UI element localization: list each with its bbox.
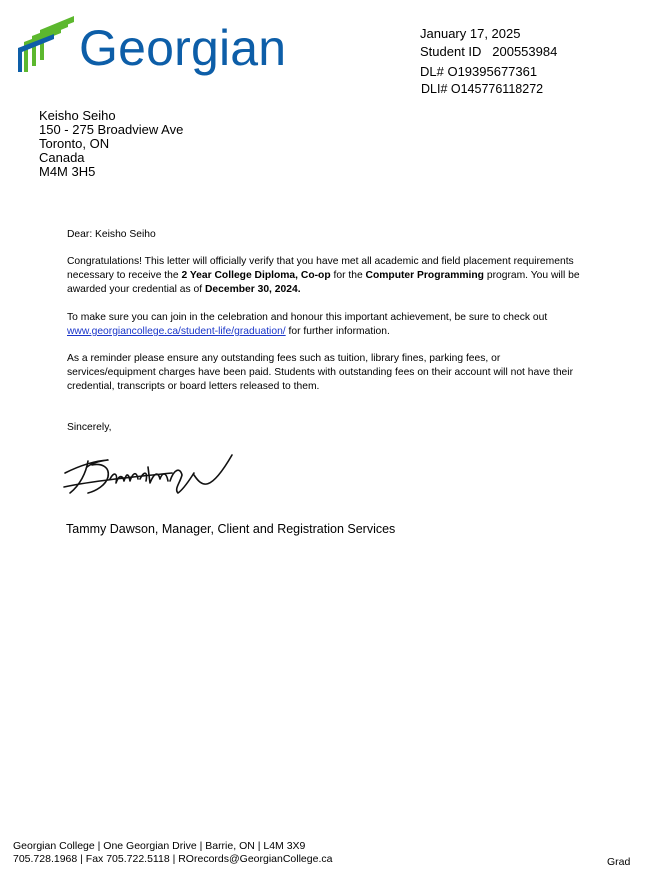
paragraph-congratulations: Congratulations! This letter will officially verify that you have met all academic and field placement requirements necessary to receive the 2 Year College Diploma, Co-op for the Computer Programming program. You will be awarded your credential as of December 30, 2024. (67, 256, 580, 295)
footer-tag: Grad (607, 856, 631, 868)
dli-number: DLI# O145776118272 (421, 82, 544, 96)
recipient-country: Canada (39, 150, 85, 165)
recipient-street: 150 - 275 Broadview Ave (39, 122, 184, 137)
paragraph-fees-reminder: As a reminder please ensure any outstanding fees such as tuition, library fines, parking fees, or services/equipment charges have been paid. Students with outstanding fees on their account will not have their credential, transcripts or board letters released to them. (67, 353, 574, 392)
recipient-name: Keisho Seiho (39, 108, 116, 123)
graduation-link[interactable]: www.georgiancollege.ca/student-life/graduation/ (67, 326, 286, 337)
footer-contact: 705.728.1968 | Fax 705.722.5118 | ROrecords@GeorgianCollege.ca (13, 853, 333, 865)
recipient-city: Toronto, ON (39, 136, 110, 151)
closing: Sincerely, (67, 422, 112, 433)
dl-number: DL# O19395677361 (420, 64, 538, 79)
letter-date: January 17, 2025 (420, 26, 521, 41)
recipient-postal: M4M 3H5 (39, 164, 96, 179)
paragraph-celebration: To make sure you can join in the celebration and honour this important achievement, be sure to check out www.georgiancollege.ca/student-life/graduation/ for further information. (67, 312, 548, 337)
footer-address: Georgian College | One Georgian Drive | Barrie, ON | L4M 3X9 (13, 840, 306, 852)
college-wordmark: Georgian (79, 20, 287, 76)
salutation: Dear: Keisho Seiho (67, 229, 156, 240)
signer-name-title: Tammy Dawson, Manager, Client and Registration Services (66, 522, 396, 536)
georgian-logo-icon (18, 16, 74, 72)
handwritten-signature (62, 453, 234, 505)
student-id: Student ID 200553984 (420, 44, 558, 59)
